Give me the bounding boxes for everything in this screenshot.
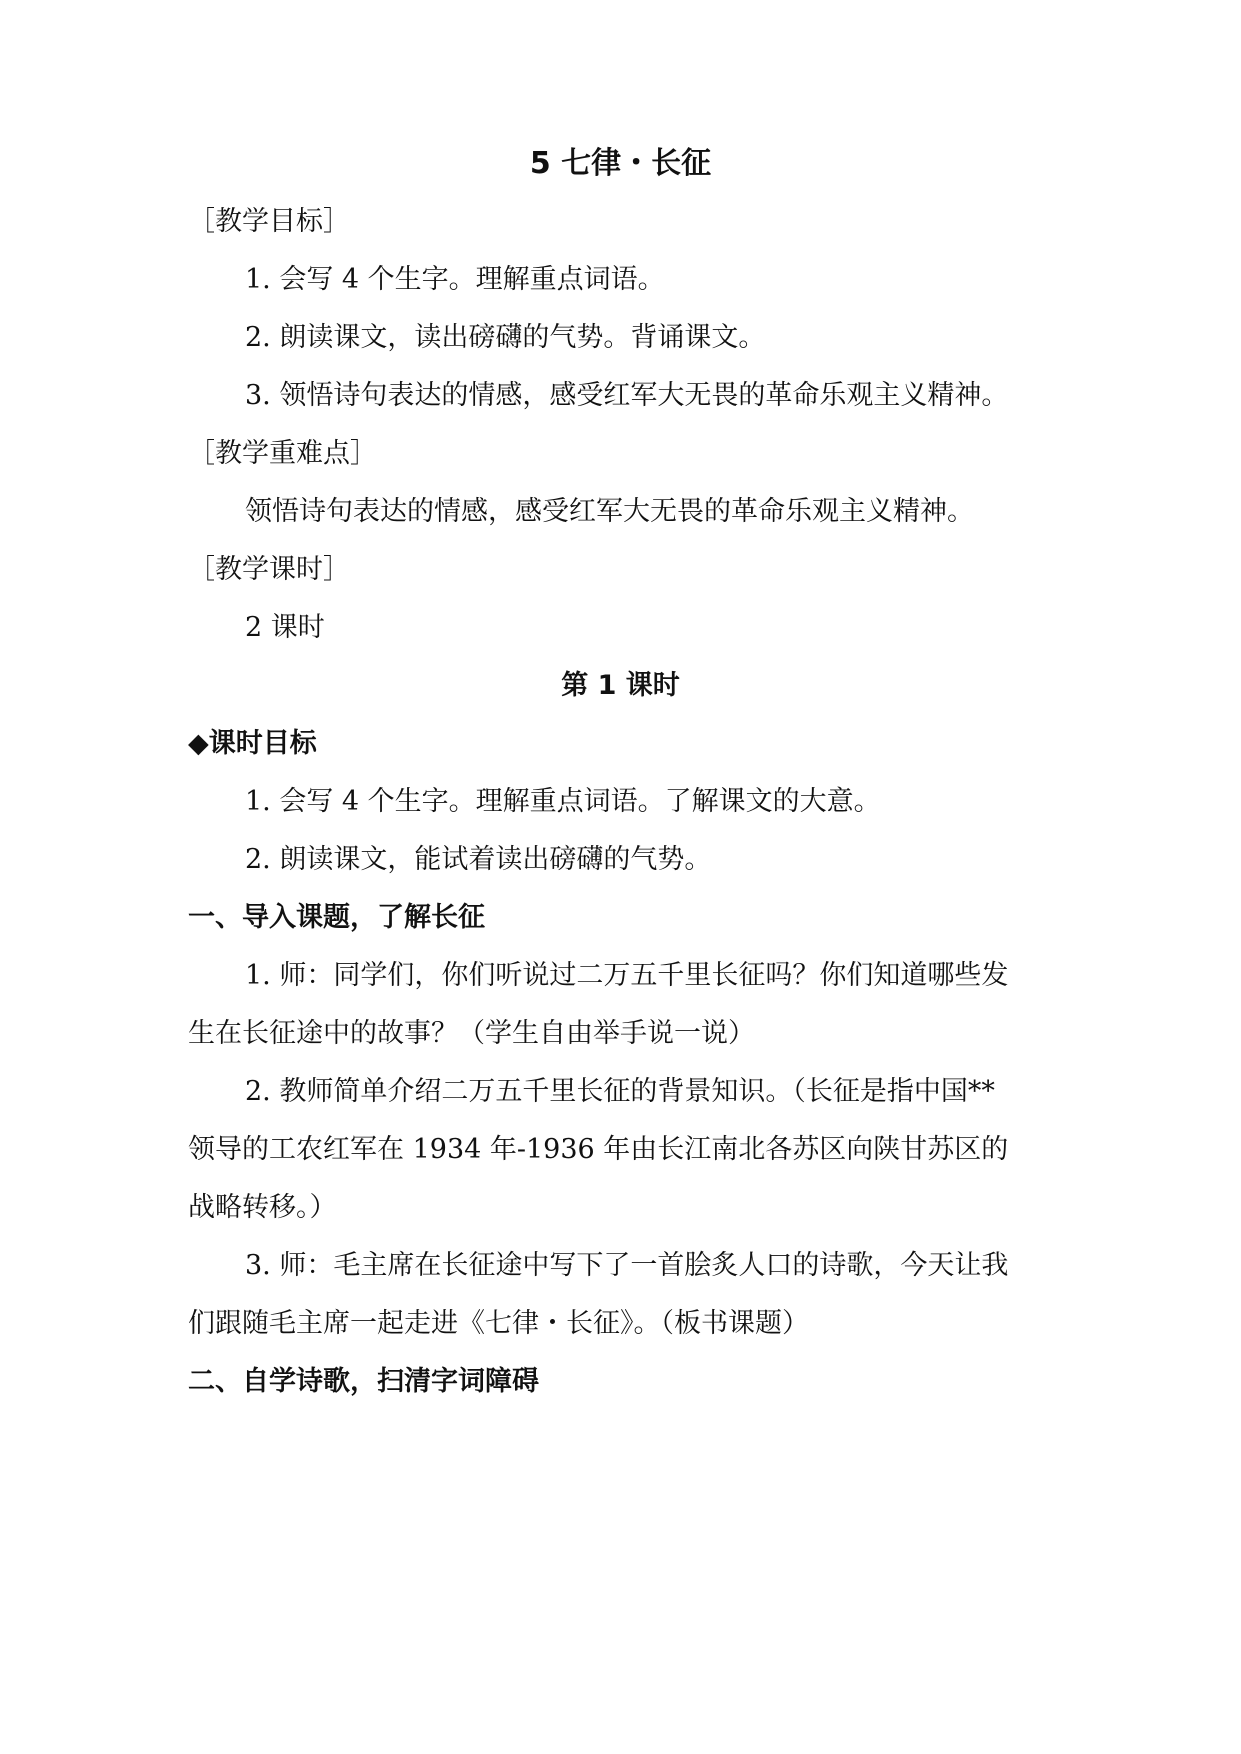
- lesson-goal-heading: ◆课时目标: [188, 728, 317, 759]
- key-points-heading: ［教学重难点］: [188, 438, 377, 469]
- objective-item: 1. 会写 4 个生字。理解重点词语。: [245, 264, 665, 295]
- objective-item: 3. 领悟诗句表达的情感，感受红军大无畏的革命乐观主义精神。: [245, 380, 1009, 411]
- periods-text: 2 课时: [245, 612, 325, 643]
- objective-item: 2. 朗读课文，读出磅礴的气势。背诵课文。: [245, 322, 766, 353]
- section-heading: 一、导入课题，了解长征: [188, 902, 485, 933]
- key-points-text: 领悟诗句表达的情感，感受红军大无畏的革命乐观主义精神。: [245, 496, 974, 527]
- paragraph-line: 1. 师：同学们，你们听说过二万五千里长征吗？你们知道哪些发: [245, 960, 1009, 991]
- periods-heading: ［教学课时］: [188, 554, 350, 585]
- paragraph-line: 领导的工农红军在 1934 年-1936 年由长江南北各苏区向陕甘苏区的: [188, 1134, 1009, 1165]
- objectives-heading: ［教学目标］: [188, 206, 350, 237]
- section-heading: 二、自学诗歌，扫清字词障碍: [188, 1366, 539, 1397]
- paragraph-line: 3. 师：毛主席在长征途中写下了一首脍炙人口的诗歌，今天让我: [245, 1250, 1009, 1281]
- paragraph-line: 2. 教师简单介绍二万五千里长征的背景知识。（长征是指中国**: [245, 1076, 995, 1107]
- paragraph-line: 战略转移。）: [188, 1192, 337, 1223]
- paragraph-line: 们跟随毛主席一起走进《七律・长征》。（板书课题）: [188, 1308, 809, 1339]
- document-title: 5 七律・长征: [529, 146, 712, 181]
- lesson-goal-item: 1. 会写 4 个生字。理解重点词语。了解课文的大意。: [245, 786, 881, 817]
- paragraph-line: 生在长征途中的故事？（学生自由举手说一说）: [188, 1018, 755, 1049]
- lesson-title: 第 1 课时: [561, 670, 680, 701]
- lesson-goal-item: 2. 朗读课文，能试着读出磅礴的气势。: [245, 844, 712, 875]
